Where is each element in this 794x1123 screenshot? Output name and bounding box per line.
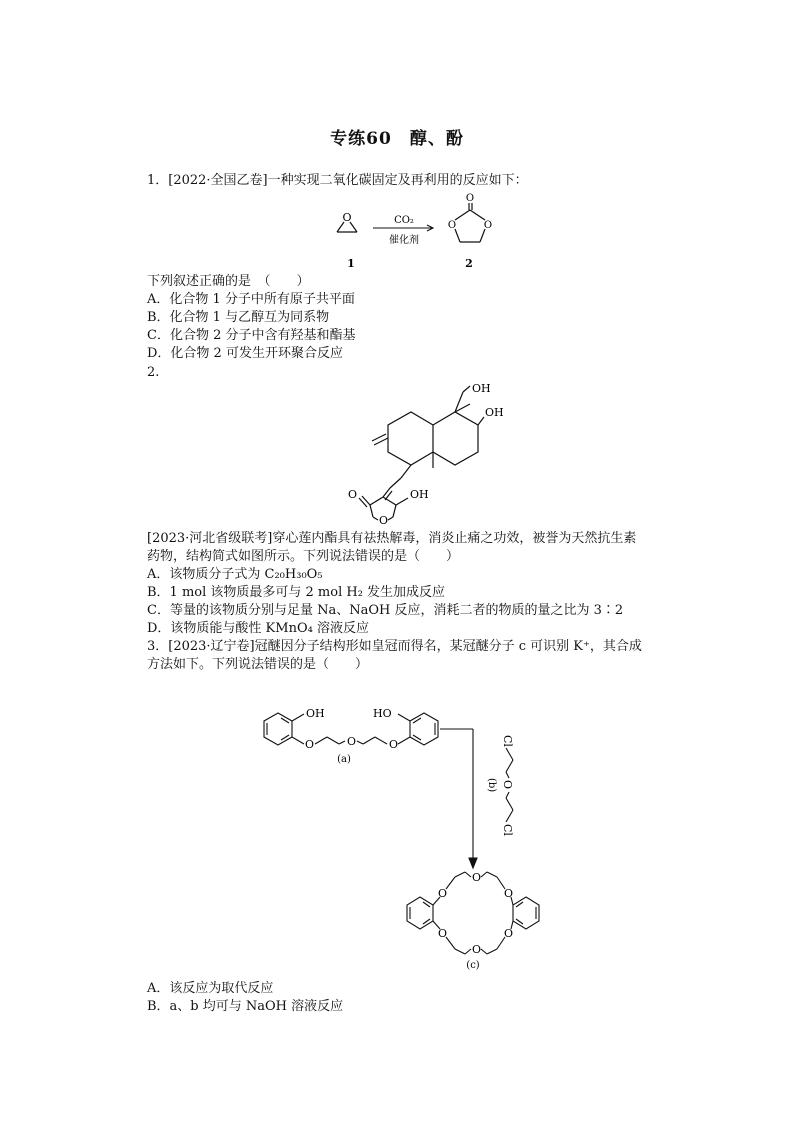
q3-option-a: A．该反应为取代反应 [147, 981, 274, 996]
q3-stem-line2: 方法如下。下列说法错误的是（ ） [147, 657, 369, 672]
q1-option-c: C．化合物 2 分子中含有羟基和酯基 [147, 328, 356, 343]
q2-option-d: D．该物质能与酸性 KMnO₄ 溶液反应 [147, 621, 369, 636]
reagent-catalyst: 催化剂 [389, 235, 419, 246]
q2-stem-line2: 药物，结构简式如图所示。下列说法错误的是（ ） [147, 549, 460, 564]
q3-c-o-top: O [472, 871, 482, 884]
carbonyl-o: O [465, 193, 475, 204]
q1-prompt: 下列叙述正确的是 （ ） [147, 274, 310, 289]
q3-c-o-ul: O [438, 887, 448, 900]
q3-a-o1: O [305, 738, 315, 751]
q3-b-o: O [501, 780, 514, 790]
q2-stem-line1: [2023·河北省级联考]穿心莲内酯具有祛热解毒，消炎止痛之功效，被誉为天然抗生素 [147, 531, 637, 546]
q1-stem: 1．[2022·全国乙卷]一种实现二氧化碳固定及再利用的反应如下： [147, 173, 528, 188]
q3-a-ho: HO [373, 707, 392, 720]
page-title: 专练60 醇、酚 [330, 129, 464, 149]
q1-option-d: D．化合物 2 可发生开环聚合反应 [147, 346, 343, 361]
q2-number: 2. [147, 365, 160, 380]
q3-c-o-ur: O [504, 887, 514, 900]
q1-option-b: B．化合物 1 与乙醇互为同系物 [147, 310, 330, 325]
q2-option-b: B．1 mol 该物质最多可与 2 mol H₂ 发生加成反应 [147, 585, 446, 600]
q3-c-o-lr: O [504, 927, 514, 940]
reagent-co2: CO₂ [394, 215, 414, 226]
q3-a-oh: OH [306, 707, 325, 720]
compound-label-1: 1 [347, 257, 355, 270]
epoxide-o: O [342, 211, 352, 224]
q3-label-a: (a) [337, 754, 351, 765]
q3-b-cl-bottom: Cl [501, 824, 514, 836]
q3-a-o3: O [389, 738, 399, 751]
ring-o-left: O [447, 220, 457, 231]
q3-b-cl-top: Cl [501, 735, 514, 747]
q2-oh-lactone: OH [410, 488, 429, 501]
q2-option-a: A．该物质分子式为 C₂₀H₃₀O₅ [147, 567, 323, 582]
q1-option-a: A．化合物 1 分子中所有原子共平面 [147, 292, 355, 307]
q3-c-o-bottom: O [472, 943, 482, 956]
compound-label-2: 2 [465, 257, 473, 270]
q2-option-c: C．等量的该物质分别与足量 Na、NaOH 反应，消耗二者的物质的量之比为 3∶2 [147, 603, 624, 618]
q3-stem-line1: 3．[2023·辽宁卷]冠醚因分子结构形如皇冠而得名，某冠醚分子 c 可识别 K⁺，其合成 [147, 639, 642, 654]
q2-oh-top: OH [472, 382, 491, 395]
q2-carbonyl-o: O [348, 488, 358, 501]
q3-option-b: B．a、b 均可与 NaOH 溶液反应 [147, 999, 344, 1014]
q2-ring-o: O [379, 514, 389, 527]
q3-label-c: (c) [466, 960, 480, 971]
q3-c-o-ll: O [438, 927, 448, 940]
ring-o-right: O [483, 220, 493, 231]
q3-label-b: (b) [486, 778, 497, 793]
q3-a-o2: O [347, 735, 357, 748]
q2-oh-ring: OH [485, 406, 504, 419]
